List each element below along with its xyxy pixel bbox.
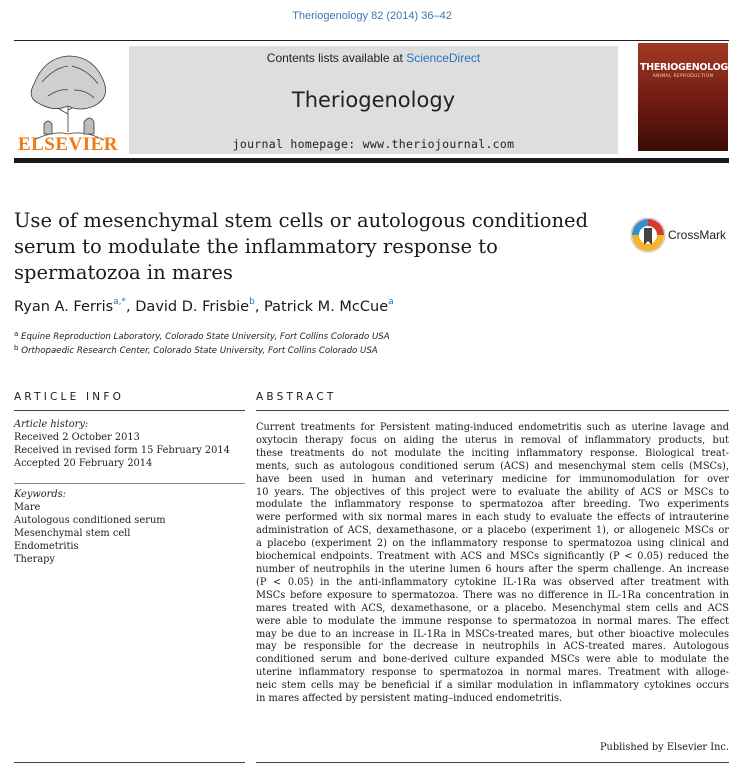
abstract-divider	[256, 410, 729, 411]
keyword[interactable]: Mare	[14, 502, 41, 513]
journal-title: Theriogenology	[291, 88, 456, 112]
history-item: Received in revised form 15 February 2014	[14, 445, 230, 456]
abstract-line: number of neutrophils in the uterine lumen 6 hours after the sperm challenge. An increase	[256, 563, 729, 575]
author-separator: ,	[126, 299, 136, 315]
cover-subtitle: ANIMAL REPRODUCTION	[652, 74, 714, 79]
author-list	[14, 297, 394, 315]
author-name[interactable]: Ryan A. Ferris	[14, 299, 114, 315]
contents-prefix: Contents lists available at	[266, 51, 407, 65]
article-info-divider	[14, 410, 245, 411]
abstract-line: may be due to an increase in IL-1Ra in MSCs-treated mares, but other bioactive molecules	[256, 628, 729, 640]
title-line: Use of mesenchymal stem cells or autologous conditioned	[14, 209, 589, 232]
abstract-line: modulate the inflammatory response to spermatozoa after breeding. Two experiments	[256, 499, 729, 511]
affiliation-text: Orthopaedic Research Center, Colorado State University, Fort Collins Colorado USA	[21, 346, 378, 356]
bottom-divider-right	[256, 762, 729, 763]
author-affiliation-mark[interactable]: a,*	[113, 297, 127, 307]
abstract-line: have been used in human and veterinary medicine for immunomodulation for over	[256, 473, 729, 485]
author-name[interactable]: David D. Frisbie	[135, 299, 250, 315]
journal-cover-image[interactable]	[638, 43, 735, 151]
keywords-label: Keywords:	[14, 489, 66, 500]
abstract-line: conditioned serum and bone-derived culture expanded MSCs were able to modulate the	[256, 654, 729, 666]
abstract-body	[256, 422, 729, 706]
affiliation	[14, 330, 390, 342]
article-info-heading: ARTICLE INFO	[14, 391, 125, 403]
author-affiliation-mark[interactable]: a	[388, 297, 394, 307]
journal-citation-link[interactable]: Theriogenology 82 (2014) 36–42	[292, 10, 452, 22]
affiliation-mark: a	[14, 330, 19, 338]
affiliation	[14, 344, 378, 356]
abstract-line: biochemical endpoints. Treatment with ACS and MSCs significantly (P < 0.05) reduced the	[256, 551, 729, 563]
abstract-line: Current treatments for Persistent mating-induced endometritis such as uterine lavage and	[256, 422, 729, 433]
history-item: Received 2 October 2013	[14, 432, 140, 443]
abstract-line: MSCs before exposure to spermatozoa. There was no difference in IL-1Ra concentration in	[256, 589, 729, 601]
abstract-line: 10 years. The objectives of this project were to evaluate the ability of ACS or MSCs to	[256, 486, 729, 498]
abstract-line: these treatments do not modulate the inciting inflammatory response. Biological treat-	[256, 447, 729, 459]
abstract-line: in mares affected by persistent mating–induced endometritis.	[256, 693, 563, 705]
elsevier-wordmark: ELSEVIER	[17, 134, 119, 155]
abstract-line: were performed with six normal mares in each study to evaluate the effects of intrauterine	[256, 512, 729, 524]
publisher-credit: Published by Elsevier Inc.	[599, 742, 729, 753]
article-title	[14, 208, 604, 286]
abstract-line: were able to modulate the immune response to spermatozoa in normal mares. The effect	[256, 615, 729, 627]
abstract-line: (P < 0.05) in the anti-inflammatory cytokine IL-1Ra was observed after treatment with	[256, 576, 729, 588]
abstract-heading: ABSTRACT	[256, 391, 337, 403]
abstract-line: ments, such as autologous conditioned serum (ACS) and mesenchymal stem cells (MSCs),	[256, 460, 729, 472]
affiliation-mark: b	[14, 344, 19, 352]
affiliation-text: Equine Reproduction Laboratory, Colorado State University, Fort Collins Colorado USA	[21, 332, 390, 342]
author-name[interactable]: Patrick M. McCue	[264, 299, 389, 315]
keyword[interactable]: Mesenchymal stem cell	[14, 528, 131, 539]
contents-availability	[129, 51, 618, 65]
abstract-line: mares treated with ACS, dexamethasone, or a placebo. Mesenchymal stem cells and ACS	[256, 602, 729, 614]
abstract-line: uterine inflammatory response to spermatozoa in normal mares. Treatment with alloge-	[256, 667, 729, 679]
author-affiliation-mark[interactable]: b	[249, 297, 255, 307]
abstract-line: administration of ACS, dexamethasone, or a placebo (experiment 1), or allogeneic MSCs or	[256, 525, 729, 537]
article-history-label: Article history:	[14, 419, 89, 430]
keyword[interactable]: Therapy	[14, 554, 55, 565]
crossmark-label[interactable]: CrossMark	[668, 228, 727, 242]
author-separator: ,	[254, 299, 265, 315]
sciencedirect-link[interactable]: ScienceDirect	[406, 51, 481, 65]
abstract-line: neic stem cells may be beneficial if a similar modulation in inflammatory cytokines occurs	[256, 680, 729, 692]
title-line: serum to modulate the inflammatory response to	[14, 235, 498, 258]
keyword[interactable]: Autologous conditioned serum	[14, 515, 166, 526]
top-divider	[14, 40, 729, 41]
abstract-line: a placebo (experiment 2) on the inflammatory response to spermatozoa using clinical and	[256, 538, 729, 550]
cover-title: THERIOGENOLOGY	[640, 62, 735, 73]
history-item: Accepted 20 February 2014	[14, 458, 153, 469]
keywords-divider	[14, 483, 245, 484]
title-line: spermatozoa in mares	[14, 261, 233, 284]
bottom-divider-left	[14, 762, 245, 763]
journal-homepage[interactable]: journal homepage: www.theriojournal.com	[232, 137, 515, 151]
masthead-divider	[14, 158, 729, 163]
abstract-line: oxytocin therapy focus on aiding the uterus in removal of inflammatory products, but	[256, 434, 729, 446]
keyword[interactable]: Endometritis	[14, 541, 79, 552]
abstract-line: may be responsible for the decrease in neutrophils in ACS-treated mares. Autologous	[256, 641, 729, 653]
